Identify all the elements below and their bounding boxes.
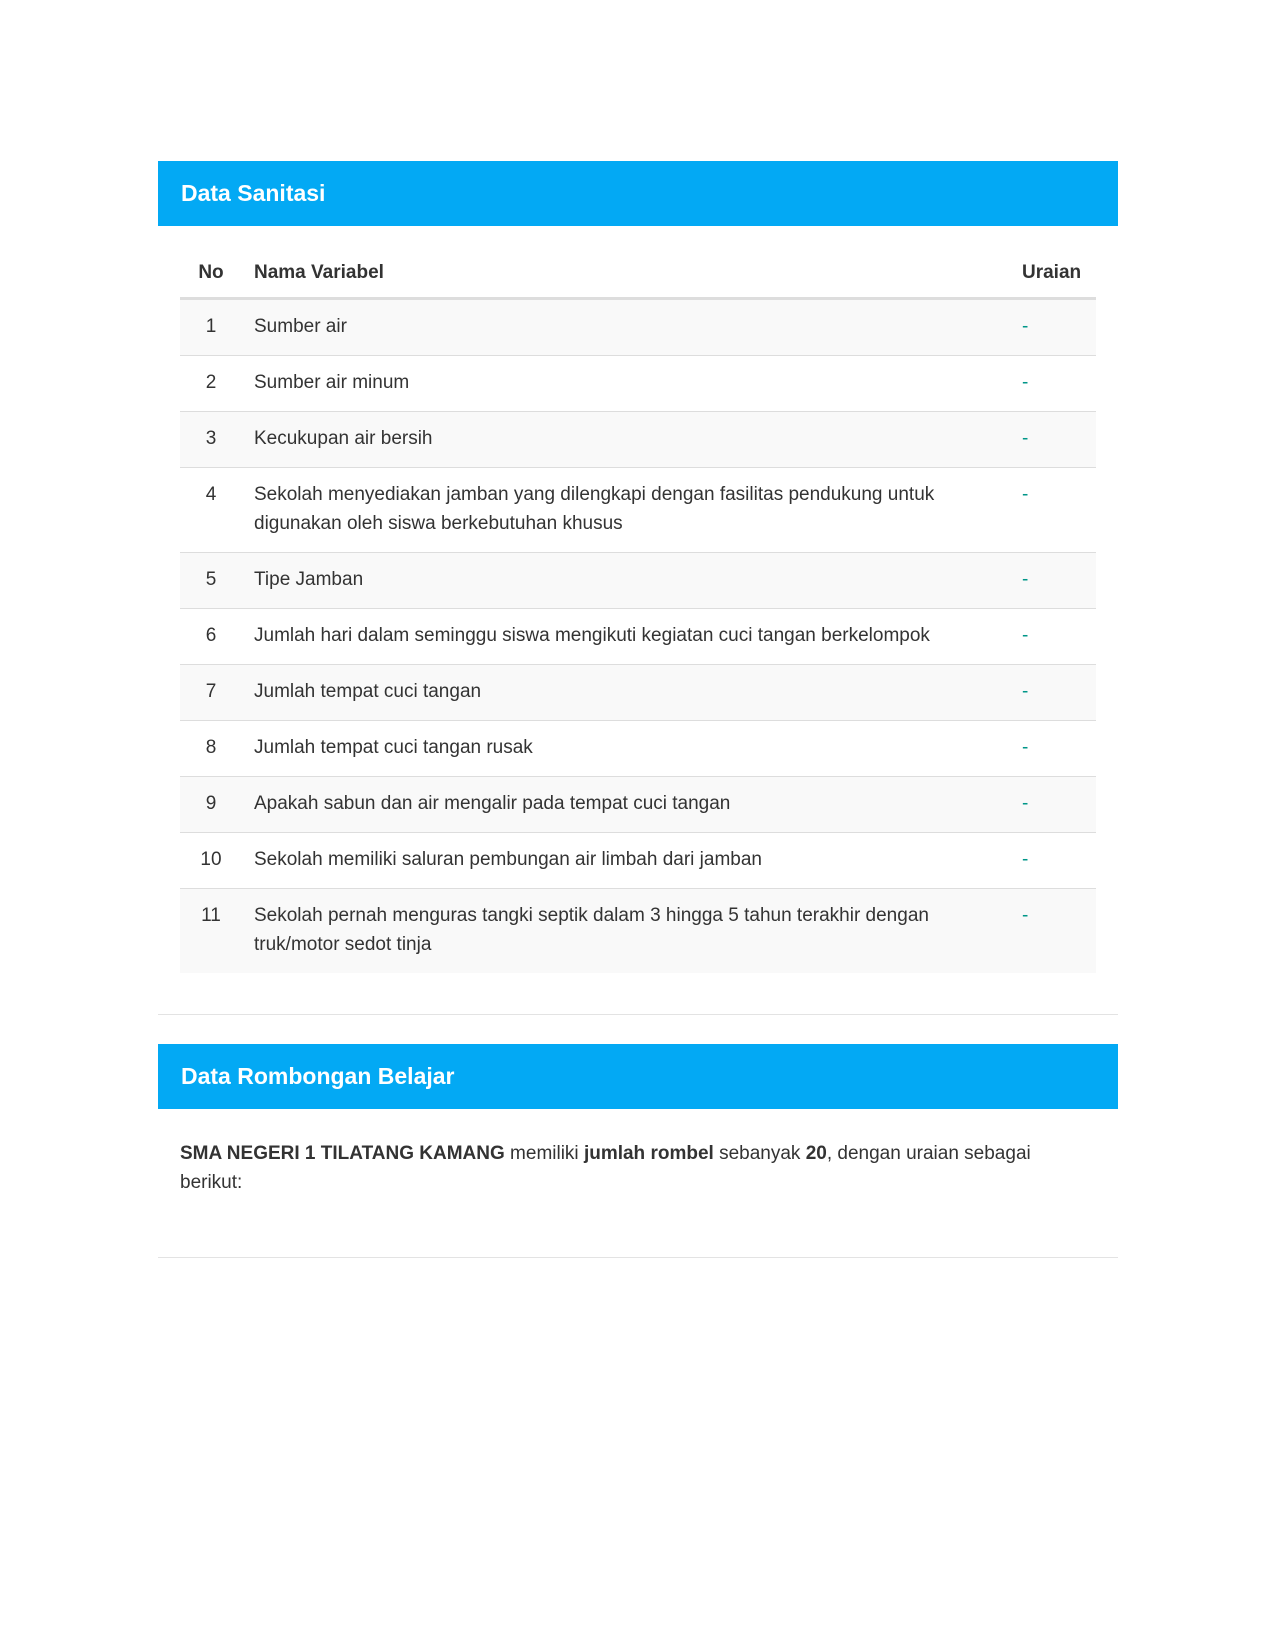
row-number: 5 <box>180 553 242 609</box>
row-number: 7 <box>180 665 242 721</box>
table-header-row <box>180 248 1096 299</box>
rombel-panel-body <box>158 1109 1118 1197</box>
row-number: 10 <box>180 833 242 889</box>
column-header-uraian: Uraian <box>1010 248 1096 299</box>
rombel-count: 20 <box>805 1143 827 1164</box>
column-header-no: No <box>180 248 242 299</box>
row-variable-name: Kecukupan air bersih <box>242 412 1010 468</box>
row-variable-name: Jumlah tempat cuci tangan rusak <box>242 721 1010 777</box>
row-uraian-value: - <box>1010 553 1096 609</box>
row-uraian-value: - <box>1010 609 1096 665</box>
row-uraian-value: - <box>1010 721 1096 777</box>
row-number: 9 <box>180 777 242 833</box>
row-uraian-value: - <box>1010 665 1096 721</box>
row-uraian-value: - <box>1010 889 1096 974</box>
row-number: 2 <box>180 356 242 412</box>
table-row <box>180 889 1096 974</box>
table-row <box>180 609 1096 665</box>
row-variable-name: Jumlah tempat cuci tangan <box>242 665 1010 721</box>
table-row <box>180 553 1096 609</box>
table-row <box>180 833 1096 889</box>
row-variable-name: Jumlah hari dalam seminggu siswa mengikuti kegiatan cuci tangan berkelompok <box>242 609 1010 665</box>
rombel-text-part-1: memiliki <box>504 1143 584 1164</box>
column-header-nama-variabel: Nama Variabel <box>242 248 1010 299</box>
table-row <box>180 468 1096 553</box>
school-name: SMA NEGERI 1 TILATANG KAMANG <box>180 1143 505 1164</box>
row-number: 1 <box>180 299 242 356</box>
row-variable-name: Sumber air <box>242 299 1010 356</box>
row-variable-name: Tipe Jamban <box>242 553 1010 609</box>
rombel-panel-title: Data Rombongan Belajar <box>158 1044 1118 1109</box>
sanitasi-panel <box>158 161 1118 1015</box>
row-number: 6 <box>180 609 242 665</box>
row-variable-name: Sekolah pernah menguras tangki septik dalam 3 hingga 5 tahun terakhir dengan truk/motor sedot tinja <box>242 889 1010 974</box>
row-uraian-value: - <box>1010 777 1096 833</box>
rombel-description <box>180 1131 1096 1197</box>
sanitasi-panel-body <box>158 226 1118 973</box>
rombel-label: jumlah rombel <box>583 1143 714 1164</box>
sanitasi-table <box>180 248 1096 973</box>
row-uraian-value: - <box>1010 299 1096 356</box>
row-uraian-value: - <box>1010 356 1096 412</box>
row-uraian-value: - <box>1010 833 1096 889</box>
row-number: 3 <box>180 412 242 468</box>
table-row <box>180 356 1096 412</box>
row-variable-name: Sekolah memiliki saluran pembungan air limbah dari jamban <box>242 833 1010 889</box>
row-uraian-value: - <box>1010 412 1096 468</box>
rombel-text-part-3: , dengan uraian sebagai berikut: <box>180 1143 1031 1193</box>
row-variable-name: Apakah sabun dan air mengalir pada tempat cuci tangan <box>242 777 1010 833</box>
sanitasi-panel-title: Data Sanitasi <box>158 161 1118 226</box>
table-row <box>180 777 1096 833</box>
table-row <box>180 299 1096 356</box>
table-row <box>180 721 1096 777</box>
rombel-text-part-2: sebanyak <box>713 1143 806 1164</box>
row-variable-name: Sekolah menyediakan jamban yang dilengkapi dengan fasilitas pendukung untuk digunakan oleh siswa berkebutuhan khusus <box>242 468 1010 553</box>
row-uraian-value: - <box>1010 468 1096 553</box>
row-variable-name: Sumber air minum <box>242 356 1010 412</box>
sanitasi-table-body <box>180 299 1096 974</box>
row-number: 4 <box>180 468 242 553</box>
row-number: 8 <box>180 721 242 777</box>
table-row <box>180 412 1096 468</box>
rombel-panel <box>158 1044 1118 1258</box>
row-number: 11 <box>180 889 242 974</box>
table-row <box>180 665 1096 721</box>
